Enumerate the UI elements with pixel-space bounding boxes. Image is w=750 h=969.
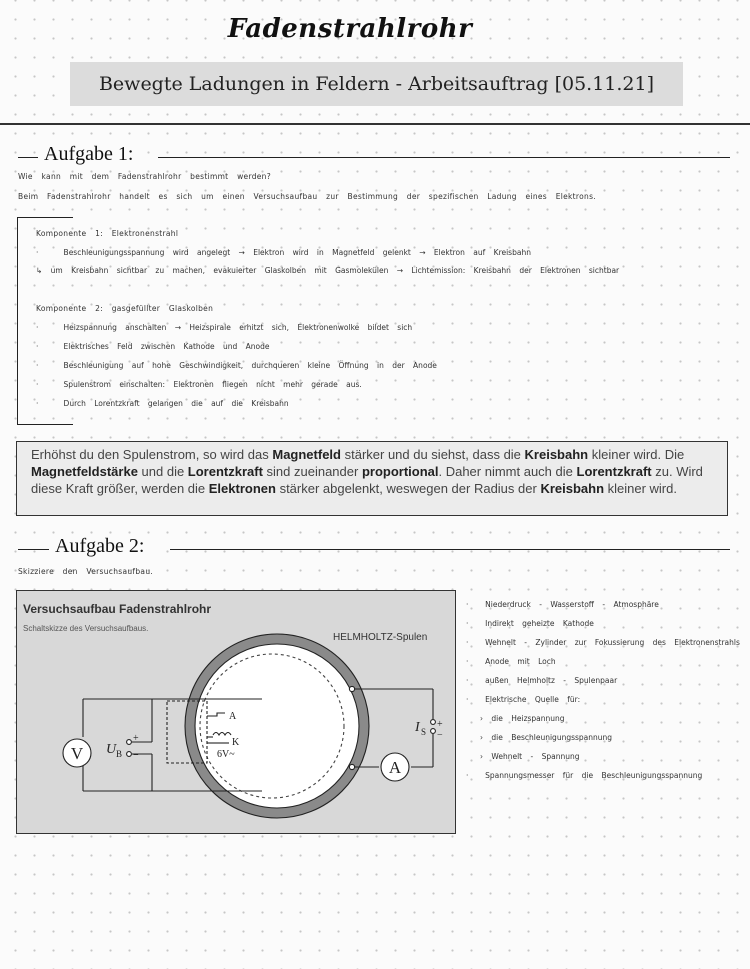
komponente2-title: Komponente 2: gasgefüllter Glaskolben <box>36 304 214 313</box>
aufgabe2-heading: Aufgabe 2: <box>49 535 150 558</box>
list-item: · Anode mit Loch <box>466 657 556 666</box>
header-divider <box>0 123 750 125</box>
info-box: Erhöhst du den Spulenstrom, so wird das Magnetfeld stärker und du siehst, dass die Kreisbahn kleiner wird. Die Magnetfeldstärke und die Lorentzkraft sind zueinander proportional. Daher nimmt auch die Lorentzkraft zu. Wird diese Kraft größer, werden die Elektronen stärker abgelenkt, weswegen der Radius der Kreisbahn kleiner wird. <box>16 441 728 516</box>
komponente2-item: · Durch Lorentzkraft gelangen die auf die Kreisbahn <box>36 399 289 408</box>
heater-label: 6V~ <box>217 749 235 760</box>
list-item: · Spannungsmesser für die Beschleunigungsspannung <box>466 771 703 780</box>
svg-text:+: + <box>437 719 443 730</box>
komponente1-line-1: · Beschleunigungsspannung wird angelegt → Elektron wird in Magnetfeld gelenkt → Elektron auf Kreisbahn <box>36 248 531 257</box>
page-title: Fadenstrahlrohr <box>227 14 473 44</box>
list-subitem <box>480 733 612 742</box>
list-item-text: › Wehnelt - Spannung <box>480 752 580 761</box>
list-item: · Indirekt geheizte Kathode <box>466 619 594 628</box>
helmholtz-label: HELMHOLTZ-Spulen <box>333 632 428 643</box>
ub-label: U <box>106 742 117 757</box>
list-item-text: › die Beschleunigungsspannung <box>480 733 613 742</box>
svg-text:−: − <box>437 730 443 741</box>
list-item: · außen Helmholtz - Spulenpaar <box>466 676 618 685</box>
komponente2-item: · Heizspannung anschalten → Heizspirale erhitzt sich, Elektronenwolke bildet sich <box>36 323 413 332</box>
versuchsaufbau-figure <box>16 590 456 834</box>
list-item-text: Niederdruck - Wasserstoff - Atmosphäre <box>485 600 659 609</box>
komponente2-item-text: Elektrisches Feld zwischen Kathode und Anode <box>63 342 270 351</box>
ammeter-label: A <box>388 758 402 777</box>
list-item-text: Wehnelt - Zylinder zur Fokussierung des Elektronenstrahls <box>485 638 740 647</box>
list-item: · Niederdruck - Wasserstoff - Atmosphäre <box>466 600 659 609</box>
list-item: · Elektrische Quelle für: <box>466 695 581 704</box>
list-item-text: Spannungsmesser für die Beschleunigungsspannung <box>485 771 703 780</box>
voltmeter-label: V <box>70 744 84 763</box>
aufgabe2-task: Skizziere den Versuchsaufbau. <box>18 567 154 576</box>
ub-sub: B <box>116 749 123 759</box>
komponente2-item: · Beschleunigung auf hohe Geschwindigkeit, durchqueren kleine Öffnung in der Anode <box>36 361 437 370</box>
komponente1-line-1-text: Beschleunigungsspannung wird angelegt → Elektron wird in Magnetfeld gelenkt → Elektron auf Kreisbahn <box>63 248 531 257</box>
anode-label: A <box>229 711 237 722</box>
aufgabe1-question: Wie kann mit dem Fadenstrahlrohr bestimmt werden? <box>18 172 272 181</box>
svg-text:+: + <box>133 733 139 744</box>
circuit-diagram <box>17 591 455 833</box>
komponente2-item-text: Durch Lorentzkraft gelangen die auf die Kreisbahn <box>63 399 289 408</box>
list-item-text: außen Helmholtz - Spulenpaar <box>485 676 618 685</box>
komponente2-item: · Spulenstrom einschalten: Elektronen fliegen nicht mehr gerade aus. <box>36 380 362 389</box>
aufgabe1-heading: Aufgabe 1: <box>38 143 139 166</box>
kathode-label: K <box>232 737 240 748</box>
komponente1-title: Komponente 1: Elektronenstrahl <box>36 229 179 238</box>
heading-rule-left <box>18 157 40 158</box>
komponente2-item: · Elektrisches Feld zwischen Kathode und Anode <box>36 342 270 351</box>
list-subitem <box>480 714 565 723</box>
komponente1-line-2: ↳ um Kreisbahn sichtbar zu machen, evakuierter Glaskolben mit Gasmolekülen → Lichtemission: Kreisbahn der Elektronen sichtbar <box>36 266 620 275</box>
aufbau-list <box>466 600 746 790</box>
komponente2-item-text: Spulenstrom einschalten: Elektronen fliegen nicht mehr gerade aus. <box>63 380 362 389</box>
komponente2-item-text: Beschleunigung auf hohe Geschwindigkeit, durchqueren kleine Öffnung in der Anode <box>63 361 437 370</box>
list-subitem <box>480 752 580 761</box>
helmholtz-coil-inner <box>195 644 359 808</box>
list-item-text: Elektrische Quelle für: <box>485 695 581 704</box>
list-item-text: Indirekt geheizte Kathode <box>485 619 594 628</box>
heading-rule-right <box>158 157 730 158</box>
list-item: · Wehnelt - Zylinder zur Fokussierung des Elektronenstrahls <box>466 638 740 647</box>
komponente2-item-text: Heizspannung anschalten → Heizspirale erhitzt sich, Elektronenwolke bildet sich <box>63 323 413 332</box>
is-label: I <box>415 720 420 735</box>
list-item-text: › die Heizspannung <box>480 714 565 723</box>
aufgabe1-answer: Beim Fadenstrahlrohr handelt es sich um einen Versuchsaufbau zur Bestimmung der spezifischen Ladung eines Elektrons. <box>18 192 596 201</box>
list-item-text: Anode mit Loch <box>485 657 556 666</box>
heading-rule-right <box>170 549 730 550</box>
svg-text:−: − <box>133 750 139 761</box>
figure-title: Versuchsaufbau Fadenstrahlrohr <box>23 602 212 616</box>
is-sub: S <box>421 727 427 737</box>
heading-rule-left <box>18 549 52 550</box>
figure-subtitle: Schaltskizze des Versuchsaufbaus. <box>23 624 149 633</box>
page-subtitle: Bewegte Ladungen in Feldern - Arbeitsauftrag [05.11.21] <box>70 62 683 106</box>
